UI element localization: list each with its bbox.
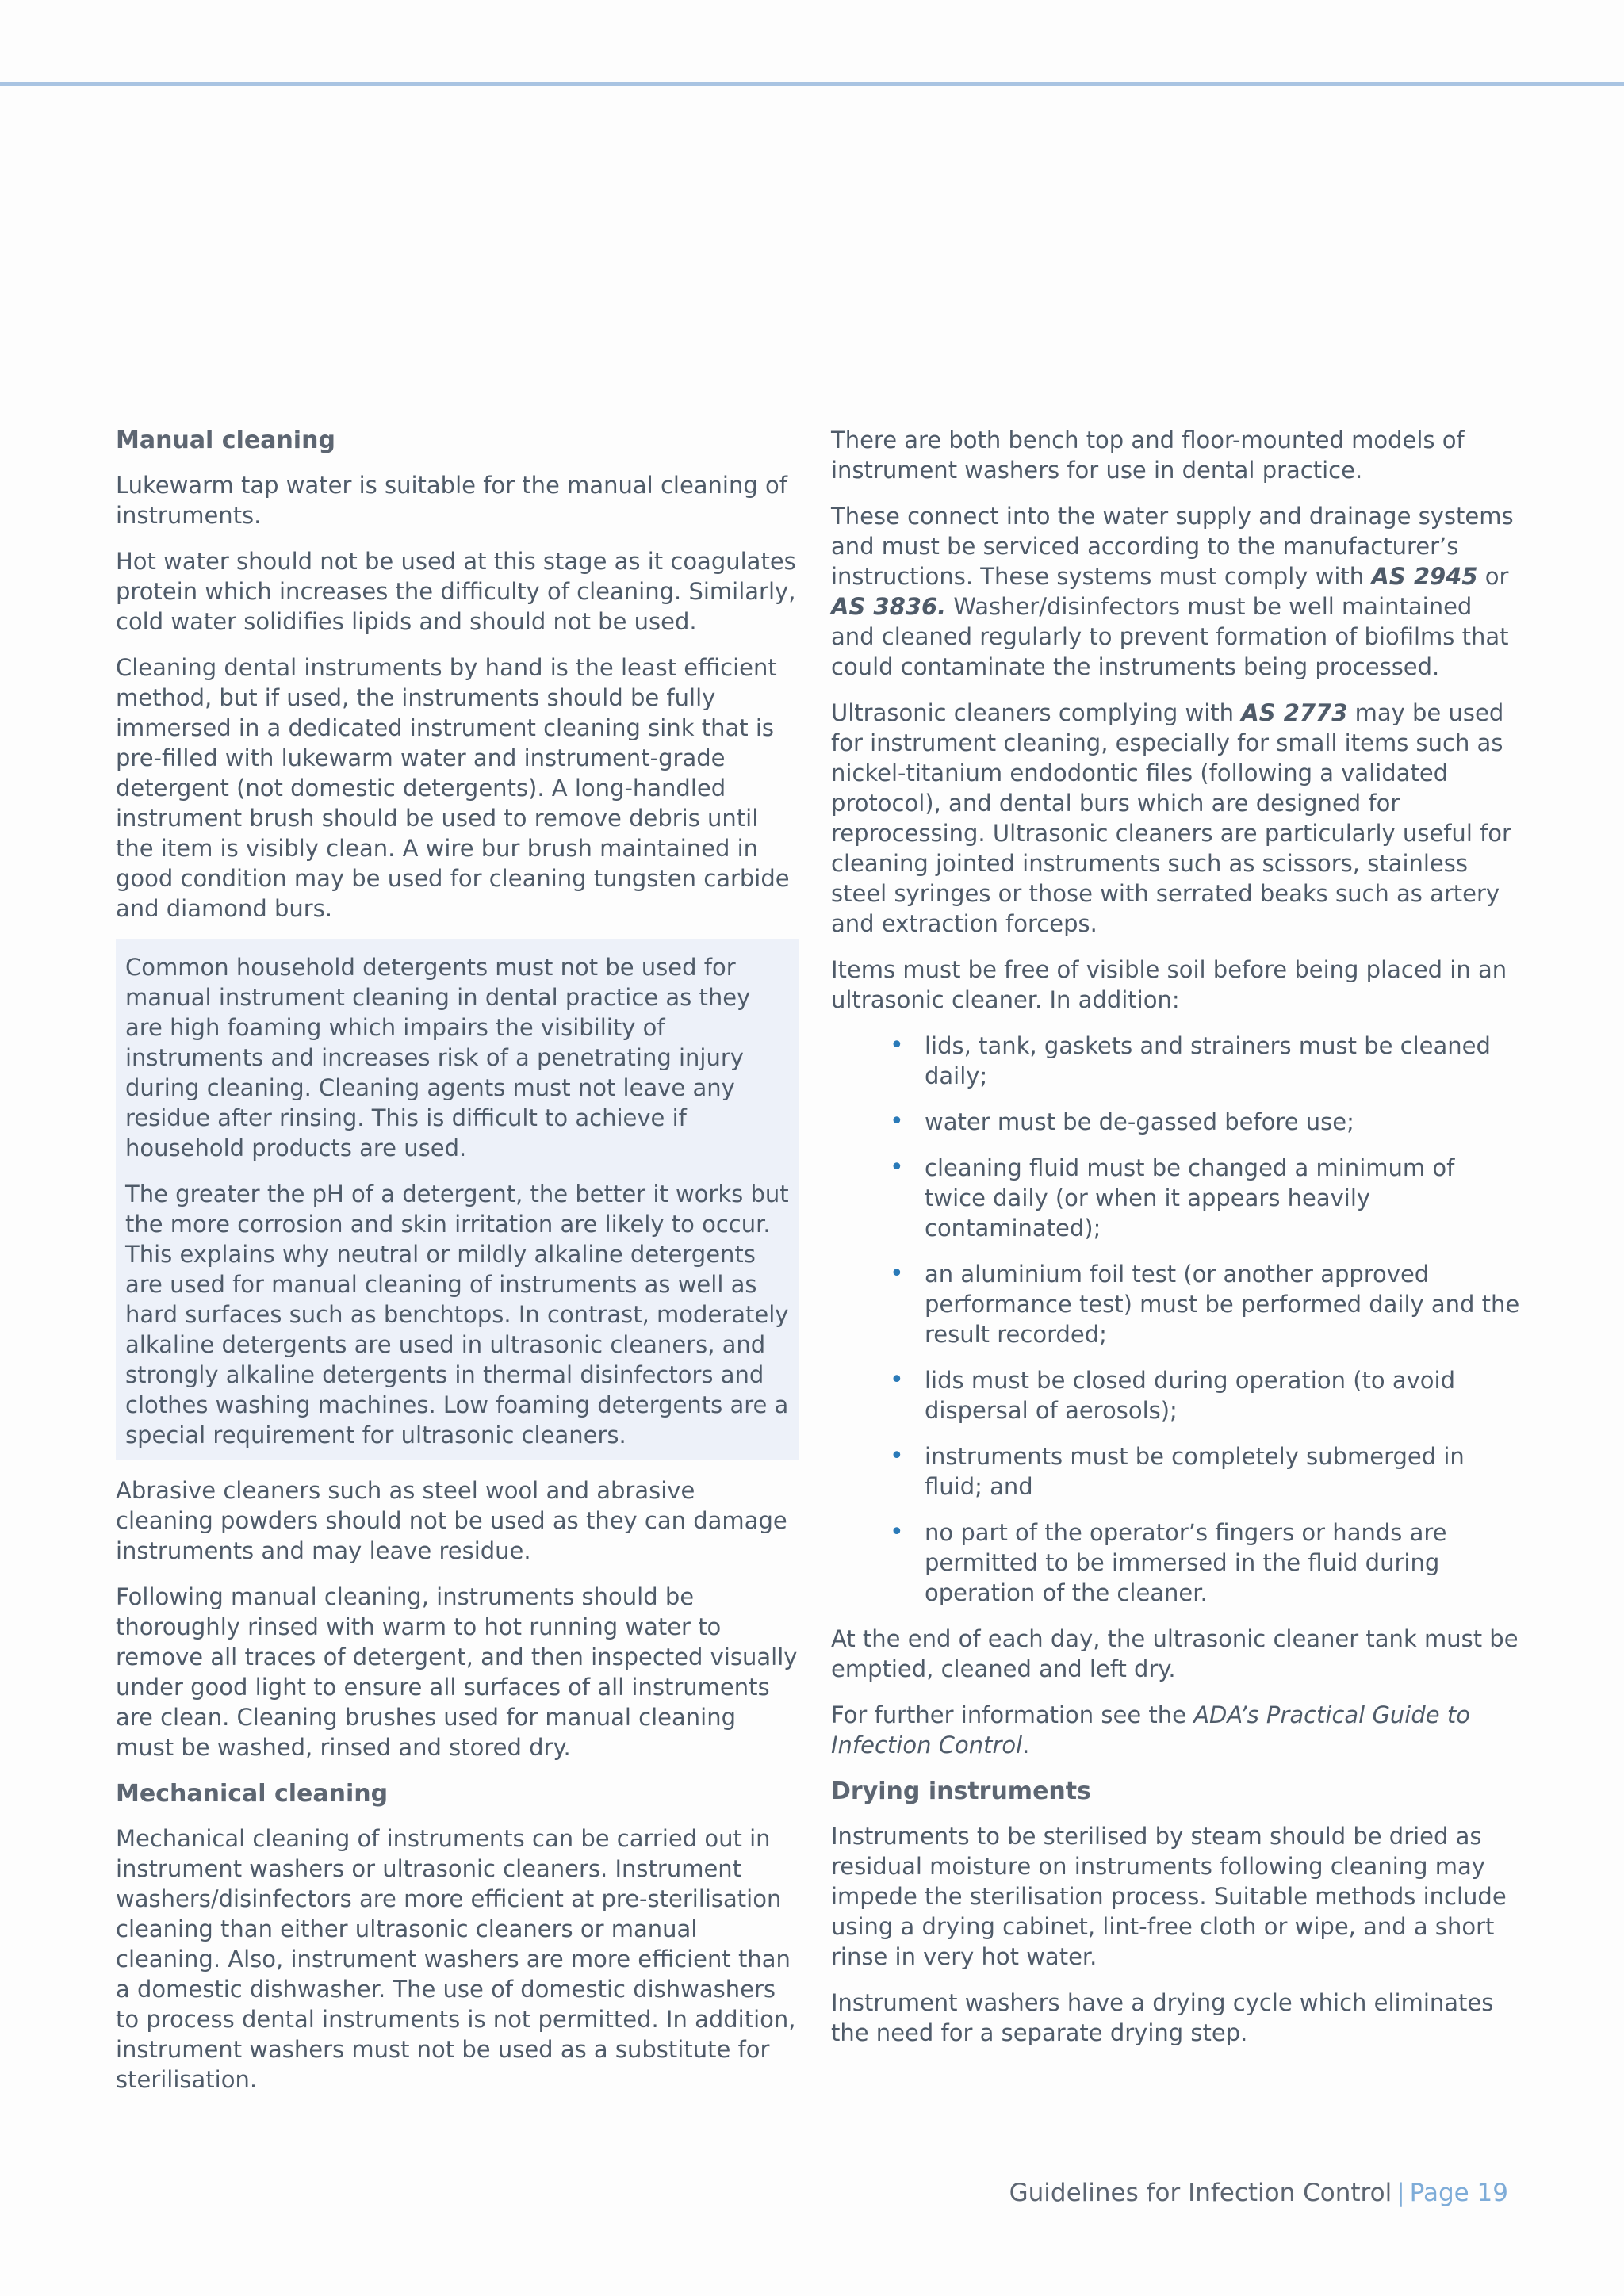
list-item: • an aluminium foil test (or another approved performance test) must be performed daily and the result recorded;: [890, 1260, 1520, 1348]
paragraph: At the end of each day, the ultrasonic cleaner tank must be emptied, cleaned and left dry.: [831, 1625, 1519, 1682]
top-rule: [0, 82, 1624, 86]
footer-separator: |: [1396, 2179, 1405, 2207]
drying-instruments-heading: Drying instruments: [831, 1777, 1091, 1805]
page-footer: [1009, 2177, 1508, 2209]
list-item: • cleaning fluid must be changed a minimum of twice daily (or when it appears heavily contaminated);: [890, 1154, 1455, 1242]
ultrasonic-requirements-list: [831, 1031, 1521, 1608]
list-item: • instruments must be completely submerged in fluid; and: [890, 1442, 1465, 1500]
paragraph: Mechanical cleaning of instruments can be carried out in instrument washers or ultrasonic cleaners. Instrument washers/disinfectors are more efficient at pre-sterilisation cleaning than either ultrasonic cleaners or manual cleaning. Also, instrument washers are more efficient than a domestic dishwasher. The use of domestic dishwashers to process dental instruments is not permitted. In addition, instrument washers must not be used as a substitute for sterilisation.: [116, 1825, 796, 2093]
footer-title: Guidelines for Infection Control: [1009, 2179, 1392, 2207]
list-item: • lids must be closed during operation (to avoid dispersal of aerosols);: [890, 1366, 1455, 1424]
bullet-icon: •: [890, 1366, 904, 1394]
paragraph: Cleaning dental instruments by hand is the least efficient method, but if used, the instruments should be fully immersed in a dedicated instrument cleaning sink that is pre-filled with lukewarm water and instrument-grade detergent (not domestic detergents). A long-handled instrument brush should be used to remove debris until the item is visibly clean. A wire bur brush maintained in good condition may be used for cleaning tungsten carbide and diamond burs.: [116, 654, 790, 922]
list-item: • lids, tank, gaskets and strainers must be cleaned daily;: [890, 1031, 1491, 1089]
paragraph: For further information see the ADA’s Practical Guide to Infection Control.: [831, 1701, 1470, 1758]
page-number: Page 19: [1409, 2179, 1508, 2207]
bullet-icon: •: [890, 1442, 904, 1470]
callout-paragraph: Common household detergents must not be used for manual instrument cleaning in dental practice as they are high foaming which impairs the visibility of instruments and increases risk of a penetrating injury during cleaning. Cleaning agents must not leave any residue after rinsing. This is difficult to achieve if household products are used.: [125, 954, 751, 1161]
paragraph: Lukewarm tap water is suitable for the manual cleaning of instruments.: [116, 472, 787, 529]
list-item: • water must be de-gassed before use;: [890, 1108, 1354, 1135]
bullet-icon: •: [890, 1154, 904, 1181]
right-column: [831, 425, 1521, 2064]
paragraph: Instruments to be sterilised by steam should be dried as residual moisture on instruments following cleaning may impede the sterilisation process. Suitable methods include using a drying cabinet, lint-free cloth or wipe, and a short rinse in very hot water.: [831, 1823, 1507, 1970]
bullet-icon: •: [890, 1108, 904, 1135]
list-item: • no part of the operator’s fingers or hands are permitted to be immersed in the fluid during operation of the cleaner.: [890, 1518, 1447, 1606]
paragraph: Following manual cleaning, instruments should be thoroughly rinsed with warm to hot running water to remove all traces of detergent, and then inspected visually under good light to ensure all surfaces of all instruments are clean. Cleaning brushes used for manual cleaning must be washed, rinsed and stored dry.: [116, 1583, 798, 1761]
paragraph: Abrasive cleaners such as steel wool and abrasive cleaning powders should not be used as they can damage instruments and may leave residue.: [116, 1477, 787, 1564]
left-column: [116, 425, 799, 2110]
bullet-icon: •: [890, 1518, 904, 1546]
paragraph: There are both bench top and floor-mounted models of instrument washers for use in dental practice.: [831, 427, 1465, 484]
standard-ref: AS 3836.: [831, 593, 947, 620]
callout-paragraph: The greater the pH of a detergent, the better it works but the more corrosion and skin irritation are likely to occur. This explains why neutral or mildly alkaline detergents are used for manual cleaning of instruments as well as hard surfaces such as benchtops. In contrast, moderately alkaline detergents are used in ultrasonic cleaners, and strongly alkaline detergents in thermal disinfectors and clothes washing machines. Low foaming detergents are a special requirement for ultrasonic cleaners.: [125, 1181, 789, 1448]
paragraph: These connect into the water supply and drainage systems and must be serviced according to the manufacturer’s instructions. These systems must comply with AS 2945 or AS 3836. Washer/disinfectors must be well maintained and cleaned regularly to prevent formation of biofilms that could contaminate the instruments being processed.: [831, 503, 1514, 680]
paragraph: Ultrasonic cleaners complying with AS 2773 may be used for instrument cleaning, especially for small items such as nickel-titanium endodontic files (following a validated protocol), and dental burs which are designed for reprocessing. Ultrasonic cleaners are particularly useful for cleaning jointed instruments such as scissors, stainless steel syringes or those with serrated beaks such as artery and extraction forceps.: [831, 699, 1511, 937]
paragraph: Hot water should not be used at this stage as it coagulates protein which increases the difficulty of cleaning. Similarly, cold water solidifies lipids and should not be used.: [116, 548, 796, 635]
standard-ref: AS 2773: [1241, 699, 1348, 726]
bullet-icon: •: [890, 1031, 904, 1059]
detergent-callout-box: [116, 939, 799, 1460]
paragraph: Items must be free of visible soil before being placed in an ultrasonic cleaner. In addition:: [831, 956, 1507, 1013]
guide-reference: ADA’s Practical Guide to Infection Control: [831, 1701, 1470, 1758]
mechanical-cleaning-heading: Mechanical cleaning: [116, 1780, 389, 1808]
paragraph: Instrument washers have a drying cycle which eliminates the need for a separate drying step.: [831, 1989, 1494, 2046]
manual-cleaning-heading: Manual cleaning: [116, 427, 335, 454]
bullet-icon: •: [890, 1260, 904, 1288]
standard-ref: AS 2945: [1371, 563, 1478, 590]
